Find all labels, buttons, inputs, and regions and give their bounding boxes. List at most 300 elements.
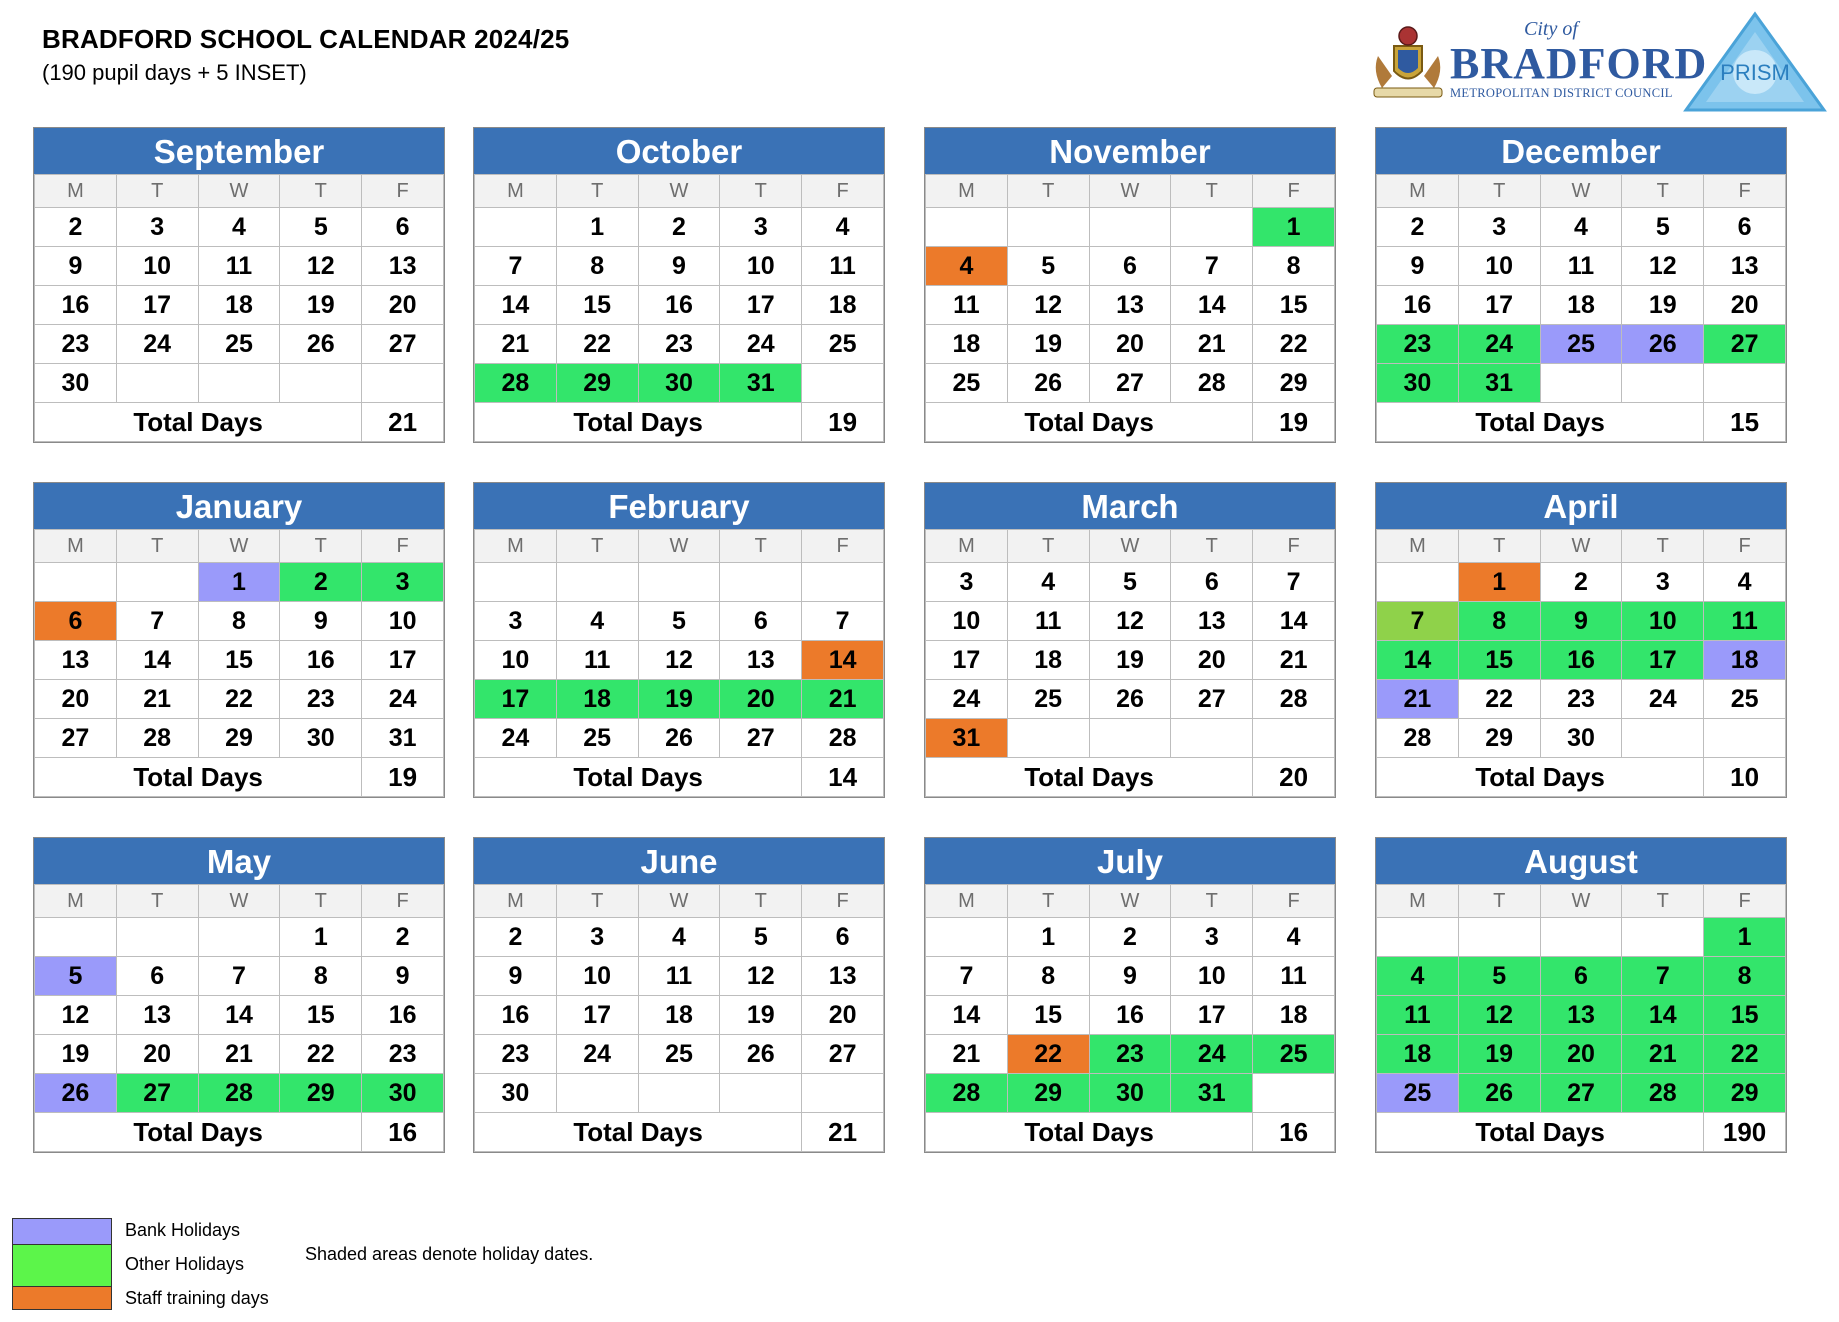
day-cell: 21 [926, 1035, 1008, 1074]
day-cell: 16 [1377, 286, 1459, 325]
empty-cell [116, 364, 198, 403]
week-row [926, 641, 1335, 680]
logo-city-of: City of [1524, 18, 1578, 40]
empty-cell [1171, 208, 1253, 247]
prism-logo-icon [1682, 10, 1828, 114]
weekday-label: W [1540, 885, 1622, 918]
day-cell: 24 [1171, 1035, 1253, 1074]
week-row [926, 563, 1335, 602]
day-cell: 10 [1171, 957, 1253, 996]
day-cell: 26 [280, 325, 362, 364]
day-cell: 31 [1171, 1074, 1253, 1113]
day-cell: 2 [280, 563, 362, 602]
month-name: July [925, 838, 1335, 884]
empty-cell [116, 918, 198, 957]
day-cell: 14 [926, 996, 1008, 1035]
week-row [35, 1035, 444, 1074]
day-cell: 25 [1377, 1074, 1459, 1113]
day-cell: 15 [1704, 996, 1786, 1035]
day-cell: 18 [1007, 641, 1089, 680]
day-cell: 29 [1007, 1074, 1089, 1113]
weekday-label: W [638, 530, 720, 563]
week-row [1377, 563, 1786, 602]
total-days-value: 20 [1253, 758, 1335, 797]
empty-cell [1007, 208, 1089, 247]
day-cell: 31 [720, 364, 802, 403]
day-cell: 10 [362, 602, 444, 641]
day-cell: 3 [475, 602, 557, 641]
day-cell: 25 [638, 1035, 720, 1074]
empty-cell [802, 563, 884, 602]
day-cell: 26 [35, 1074, 117, 1113]
day-cell: 14 [1171, 286, 1253, 325]
weekday-label: T [280, 175, 362, 208]
logo-bradford: BRADFORD [1450, 39, 1708, 88]
week-row [475, 563, 884, 602]
weekday-label: F [362, 530, 444, 563]
day-cell: 17 [1171, 996, 1253, 1035]
day-cell: 9 [475, 957, 557, 996]
week-row [1377, 286, 1786, 325]
day-cell: 11 [926, 286, 1008, 325]
empty-cell [1253, 719, 1335, 758]
day-cell: 6 [802, 918, 884, 957]
weekday-label: T [1622, 530, 1704, 563]
day-cell: 20 [720, 680, 802, 719]
empty-cell [638, 1074, 720, 1113]
day-cell: 6 [362, 208, 444, 247]
day-cell: 1 [1704, 918, 1786, 957]
day-cell: 4 [638, 918, 720, 957]
empty-cell [1540, 918, 1622, 957]
week-row [475, 918, 884, 957]
day-cell: 24 [116, 325, 198, 364]
day-cell: 12 [280, 247, 362, 286]
total-days-label: Total Days [475, 758, 802, 797]
day-cell: 18 [1704, 641, 1786, 680]
empty-cell [1622, 364, 1704, 403]
week-row [475, 364, 884, 403]
week-row [475, 1074, 884, 1113]
week-row [1377, 719, 1786, 758]
weekday-label: M [35, 175, 117, 208]
day-cell: 2 [1540, 563, 1622, 602]
day-cell: 15 [1253, 286, 1335, 325]
total-days-value: 19 [362, 758, 444, 797]
day-cell: 3 [720, 208, 802, 247]
empty-cell [720, 563, 802, 602]
day-cell: 1 [556, 208, 638, 247]
day-cell: 13 [1089, 286, 1171, 325]
month-name: June [474, 838, 884, 884]
weekday-label: T [1007, 175, 1089, 208]
day-cell: 13 [116, 996, 198, 1035]
day-cell: 31 [362, 719, 444, 758]
day-cell: 25 [198, 325, 280, 364]
total-days-label: Total Days [475, 403, 802, 442]
coat-of-arms-icon [1364, 16, 1452, 104]
weekday-label: T [1007, 530, 1089, 563]
day-cell: 25 [1540, 325, 1622, 364]
week-row [1377, 364, 1786, 403]
weekday-label: T [720, 175, 802, 208]
day-cell: 11 [1540, 247, 1622, 286]
legend-swatch-other [12, 1244, 112, 1288]
empty-cell [926, 208, 1008, 247]
day-cell: 11 [1704, 602, 1786, 641]
month-may [33, 837, 445, 1153]
day-cell: 20 [1089, 325, 1171, 364]
day-cell: 18 [638, 996, 720, 1035]
weekday-label: M [926, 885, 1008, 918]
day-cell: 6 [1540, 957, 1622, 996]
page-title: BRADFORD SCHOOL CALENDAR 2024/25 [42, 24, 570, 54]
day-cell: 27 [802, 1035, 884, 1074]
day-cell: 10 [1622, 602, 1704, 641]
day-cell: 27 [362, 325, 444, 364]
week-row [926, 1074, 1335, 1113]
day-cell: 2 [475, 918, 557, 957]
day-cell: 6 [35, 602, 117, 641]
day-cell: 8 [1007, 957, 1089, 996]
week-row [35, 719, 444, 758]
day-cell: 6 [1089, 247, 1171, 286]
weekday-label: F [1253, 885, 1335, 918]
day-cell: 31 [926, 719, 1008, 758]
day-cell: 19 [1007, 325, 1089, 364]
day-cell: 29 [280, 1074, 362, 1113]
week-row [475, 1035, 884, 1074]
week-row [35, 1074, 444, 1113]
week-row [35, 325, 444, 364]
month-january [33, 482, 445, 798]
total-days-label: Total Days [926, 758, 1253, 797]
week-row [35, 364, 444, 403]
weekday-label: T [1458, 175, 1540, 208]
day-cell: 18 [926, 325, 1008, 364]
week-row [1377, 602, 1786, 641]
weekday-label: F [802, 175, 884, 208]
day-cell: 25 [1007, 680, 1089, 719]
day-cell: 9 [1377, 247, 1459, 286]
week-row [926, 364, 1335, 403]
day-cell: 10 [116, 247, 198, 286]
day-cell: 13 [802, 957, 884, 996]
day-cell: 24 [362, 680, 444, 719]
day-cell: 18 [1540, 286, 1622, 325]
month-november [924, 127, 1336, 443]
day-cell: 20 [802, 996, 884, 1035]
empty-cell [1458, 918, 1540, 957]
week-row [926, 325, 1335, 364]
day-cell: 4 [926, 247, 1008, 286]
empty-cell [1007, 719, 1089, 758]
day-cell: 12 [638, 641, 720, 680]
total-days-value: 19 [1253, 403, 1335, 442]
day-cell: 23 [280, 680, 362, 719]
day-cell: 3 [362, 563, 444, 602]
day-cell: 5 [35, 957, 117, 996]
day-cell: 11 [638, 957, 720, 996]
day-cell: 15 [198, 641, 280, 680]
empty-cell [802, 1074, 884, 1113]
day-cell: 7 [198, 957, 280, 996]
bradford-council-logo [1358, 10, 1828, 115]
day-cell: 5 [1089, 563, 1171, 602]
day-cell: 30 [362, 1074, 444, 1113]
day-cell: 16 [475, 996, 557, 1035]
day-cell: 2 [1377, 208, 1459, 247]
empty-cell [116, 563, 198, 602]
day-cell: 21 [1377, 680, 1459, 719]
day-cell: 14 [116, 641, 198, 680]
day-cell: 11 [198, 247, 280, 286]
legend-label-bank: Bank Holidays [125, 1220, 241, 1240]
month-name: February [474, 483, 884, 529]
empty-cell [1377, 918, 1459, 957]
weekday-label: T [556, 530, 638, 563]
day-cell: 26 [638, 719, 720, 758]
week-row [1377, 996, 1786, 1035]
day-cell: 30 [280, 719, 362, 758]
day-cell: 7 [1171, 247, 1253, 286]
total-days-value: 16 [362, 1113, 444, 1152]
empty-cell [926, 918, 1008, 957]
day-cell: 28 [1377, 719, 1459, 758]
day-cell: 21 [116, 680, 198, 719]
empty-cell [475, 563, 557, 602]
day-cell: 21 [1622, 1035, 1704, 1074]
weekday-label: M [475, 885, 557, 918]
week-row [475, 719, 884, 758]
weekday-label: T [116, 175, 198, 208]
day-cell: 21 [802, 680, 884, 719]
page-subtitle: (190 pupil days + 5 INSET) [42, 60, 307, 85]
weekday-label: F [1253, 530, 1335, 563]
day-cell: 30 [1089, 1074, 1171, 1113]
day-cell: 14 [198, 996, 280, 1035]
day-cell: 23 [1377, 325, 1459, 364]
day-cell: 5 [1622, 208, 1704, 247]
day-cell: 22 [1704, 1035, 1786, 1074]
legend-swatch-training [12, 1286, 112, 1310]
day-cell: 9 [280, 602, 362, 641]
day-cell: 26 [720, 1035, 802, 1074]
empty-cell [556, 563, 638, 602]
total-days-label: Total Days [926, 403, 1253, 442]
weekday-label: T [1171, 530, 1253, 563]
total-days-label: Total Days [1377, 758, 1704, 797]
day-cell: 5 [1458, 957, 1540, 996]
empty-cell [1540, 364, 1622, 403]
day-cell: 25 [556, 719, 638, 758]
day-cell: 10 [1458, 247, 1540, 286]
month-june [473, 837, 885, 1153]
month-august [1375, 837, 1787, 1153]
empty-cell [362, 364, 444, 403]
day-cell: 23 [638, 325, 720, 364]
total-days-label: Total Days [35, 758, 362, 797]
total-days-value: 10 [1704, 758, 1786, 797]
day-cell: 16 [638, 286, 720, 325]
week-row [35, 996, 444, 1035]
week-row [35, 918, 444, 957]
day-cell: 6 [1171, 563, 1253, 602]
day-cell: 9 [1540, 602, 1622, 641]
week-row [35, 208, 444, 247]
day-cell: 2 [638, 208, 720, 247]
weekday-label: T [1622, 885, 1704, 918]
day-cell: 7 [1253, 563, 1335, 602]
day-cell: 27 [1089, 364, 1171, 403]
week-row [35, 641, 444, 680]
month-september [33, 127, 445, 443]
day-cell: 7 [926, 957, 1008, 996]
weekday-label: T [1007, 885, 1089, 918]
weekday-label: W [198, 885, 280, 918]
day-cell: 23 [362, 1035, 444, 1074]
day-cell: 3 [926, 563, 1008, 602]
week-row [926, 208, 1335, 247]
day-cell: 23 [35, 325, 117, 364]
day-cell: 9 [362, 957, 444, 996]
day-cell: 6 [720, 602, 802, 641]
total-days-label: Total Days [35, 403, 362, 442]
day-cell: 20 [1171, 641, 1253, 680]
day-cell: 4 [1377, 957, 1459, 996]
week-row [35, 957, 444, 996]
weekday-label: M [1377, 885, 1459, 918]
day-cell: 19 [1089, 641, 1171, 680]
month-name: March [925, 483, 1335, 529]
day-cell: 10 [475, 641, 557, 680]
weekday-label: W [638, 885, 720, 918]
total-days-label: Total Days [475, 1113, 802, 1152]
day-cell: 24 [475, 719, 557, 758]
day-cell: 17 [116, 286, 198, 325]
day-cell: 21 [1253, 641, 1335, 680]
day-cell: 4 [1253, 918, 1335, 957]
week-row [926, 680, 1335, 719]
day-cell: 28 [116, 719, 198, 758]
day-cell: 15 [1007, 996, 1089, 1035]
week-row [35, 286, 444, 325]
day-cell: 1 [1458, 563, 1540, 602]
day-cell: 10 [926, 602, 1008, 641]
weekday-label: T [720, 885, 802, 918]
day-cell: 24 [720, 325, 802, 364]
day-cell: 3 [556, 918, 638, 957]
day-cell: 11 [556, 641, 638, 680]
weekday-label: M [475, 530, 557, 563]
day-cell: 30 [1377, 364, 1459, 403]
day-cell: 22 [556, 325, 638, 364]
day-cell: 25 [1253, 1035, 1335, 1074]
week-row [926, 719, 1335, 758]
day-cell: 15 [280, 996, 362, 1035]
weekday-label: F [1704, 175, 1786, 208]
day-cell: 18 [1377, 1035, 1459, 1074]
day-cell: 31 [1458, 364, 1540, 403]
day-cell: 19 [1458, 1035, 1540, 1074]
week-row [1377, 957, 1786, 996]
month-name: October [474, 128, 884, 174]
total-days-value: 16 [1253, 1113, 1335, 1152]
day-cell: 20 [362, 286, 444, 325]
day-cell: 28 [475, 364, 557, 403]
day-cell: 14 [475, 286, 557, 325]
weekday-label: M [35, 530, 117, 563]
day-cell: 4 [1704, 563, 1786, 602]
day-cell: 16 [1540, 641, 1622, 680]
day-cell: 19 [1622, 286, 1704, 325]
weekday-label: T [1458, 885, 1540, 918]
day-cell: 8 [1704, 957, 1786, 996]
day-cell: 7 [116, 602, 198, 641]
day-cell: 28 [1171, 364, 1253, 403]
day-cell: 4 [1007, 563, 1089, 602]
total-days-value: 190 [1704, 1113, 1786, 1152]
day-cell: 18 [556, 680, 638, 719]
day-cell: 11 [1253, 957, 1335, 996]
empty-cell [556, 1074, 638, 1113]
week-row [926, 602, 1335, 641]
day-cell: 29 [198, 719, 280, 758]
weekday-label: M [1377, 175, 1459, 208]
month-name: August [1376, 838, 1786, 884]
empty-cell [280, 364, 362, 403]
total-days-value: 19 [802, 403, 884, 442]
day-cell: 9 [1089, 957, 1171, 996]
day-cell: 8 [1253, 247, 1335, 286]
total-days-label: Total Days [1377, 1113, 1704, 1152]
week-row [926, 918, 1335, 957]
day-cell: 24 [926, 680, 1008, 719]
empty-cell [1622, 719, 1704, 758]
day-cell: 14 [1622, 996, 1704, 1035]
weekday-label: M [475, 175, 557, 208]
day-cell: 17 [362, 641, 444, 680]
day-cell: 26 [1089, 680, 1171, 719]
day-cell: 12 [1622, 247, 1704, 286]
day-cell: 20 [1704, 286, 1786, 325]
day-cell: 24 [556, 1035, 638, 1074]
total-days-value: 15 [1704, 403, 1786, 442]
day-cell: 23 [475, 1035, 557, 1074]
weekday-label: F [1704, 530, 1786, 563]
total-days-label: Total Days [35, 1113, 362, 1152]
day-cell: 20 [35, 680, 117, 719]
day-cell: 3 [1458, 208, 1540, 247]
week-row [926, 286, 1335, 325]
day-cell: 21 [198, 1035, 280, 1074]
month-december [1375, 127, 1787, 443]
day-cell: 29 [1704, 1074, 1786, 1113]
weekday-label: T [116, 530, 198, 563]
weekday-label: T [1171, 885, 1253, 918]
week-row [1377, 247, 1786, 286]
day-cell: 3 [1171, 918, 1253, 957]
day-cell: 25 [1704, 680, 1786, 719]
day-cell: 9 [638, 247, 720, 286]
total-days-value: 21 [362, 403, 444, 442]
day-cell: 16 [362, 996, 444, 1035]
day-cell: 7 [1622, 957, 1704, 996]
week-row [475, 286, 884, 325]
month-march [924, 482, 1336, 798]
day-cell: 17 [1458, 286, 1540, 325]
day-cell: 24 [1458, 325, 1540, 364]
